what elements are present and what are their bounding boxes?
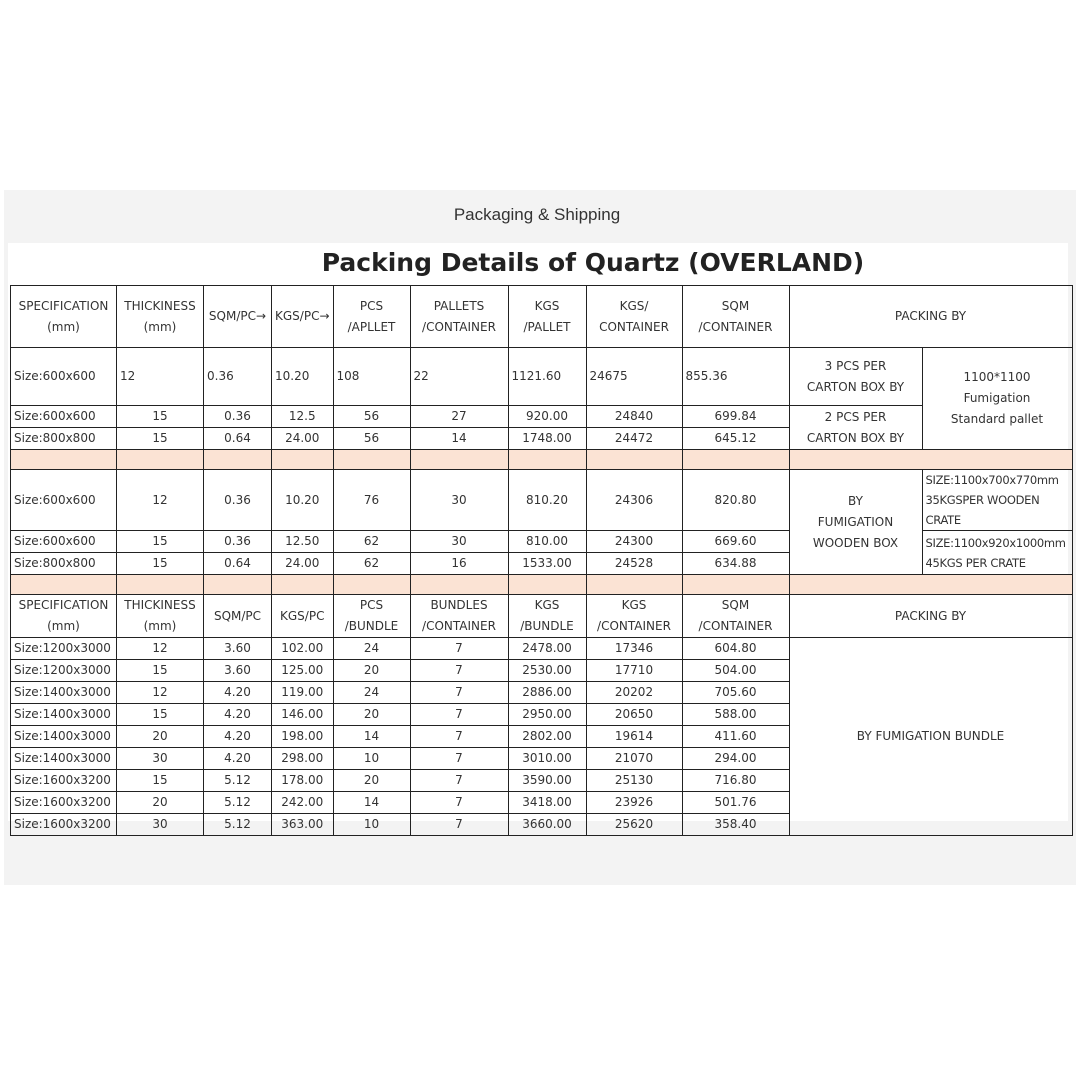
- kgs-unit-cell: 1121.60: [508, 348, 586, 406]
- pcs-cell: 56: [333, 428, 410, 450]
- kgs-pc-cell: 12.50: [272, 531, 334, 553]
- kgs-unit-cell: 810.00: [508, 531, 586, 553]
- sqm-pc-cell: 5.12: [204, 770, 272, 792]
- kgs-pc-cell: 24.00: [272, 553, 334, 575]
- thickness-cell: 30: [117, 814, 204, 836]
- kgs-container-cell: 23926: [586, 792, 682, 814]
- separator-cell: [682, 575, 789, 595]
- spec-cell: Size:1600x3200: [11, 770, 117, 792]
- kgs-pc-cell: 10.20: [272, 470, 334, 531]
- sqm-container-cell: 855.36: [682, 348, 789, 406]
- kgs-unit-cell: 3010.00: [508, 748, 586, 770]
- header-pallets: PALLETS /CONTAINER: [410, 286, 508, 348]
- sqm-pc-cell: 0.36: [204, 348, 272, 406]
- header-cell: THICKINESS (mm): [117, 595, 204, 638]
- kgs-unit-cell: 2950.00: [508, 704, 586, 726]
- header-cell: PCS /BUNDLE: [333, 595, 410, 638]
- bundle-header-row: [11, 595, 1073, 638]
- sqm-container-cell: 411.60: [682, 726, 789, 748]
- pcs-cell: 24: [333, 638, 410, 660]
- header-cell: KGS /CONTAINER: [586, 595, 682, 638]
- spec-cell: Size:1400x3000: [11, 704, 117, 726]
- count-container-cell: 7: [410, 792, 508, 814]
- spec-cell: Size:600x600: [11, 406, 117, 428]
- spec-cell: Size:1200x3000: [11, 660, 117, 682]
- pcs-cell: 56: [333, 406, 410, 428]
- header-cell: BUNDLES /CONTAINER: [410, 595, 508, 638]
- header-packing-by: PACKING BY: [789, 286, 1072, 348]
- sqm-pc-cell: 3.60: [204, 660, 272, 682]
- sqm-container-cell: 705.60: [682, 682, 789, 704]
- separator-cell: [508, 450, 586, 470]
- separator-cell: [586, 575, 682, 595]
- count-container-cell: 30: [410, 531, 508, 553]
- packing-fumigation-bundle: BY FUMIGATION BUNDLE: [789, 638, 1072, 836]
- packing-table: [10, 285, 1073, 836]
- spec-cell: Size:600x600: [11, 531, 117, 553]
- spec-cell: Size:1400x3000: [11, 682, 117, 704]
- kgs-pc-cell: 102.00: [272, 638, 334, 660]
- thickness-cell: 12: [117, 348, 204, 406]
- sqm-pc-cell: 4.20: [204, 748, 272, 770]
- pcs-cell: 14: [333, 792, 410, 814]
- separator-cell: [789, 575, 1072, 595]
- kgs-container-cell: 20202: [586, 682, 682, 704]
- spec-cell: Size:1200x3000: [11, 638, 117, 660]
- packing-carton-2pcs: 2 PCS PER CARTON BOX BY: [789, 406, 922, 450]
- bundle-row: [11, 638, 1073, 660]
- spec-cell: Size:600x600: [11, 348, 117, 406]
- sqm-container-cell: 604.80: [682, 638, 789, 660]
- pcs-cell: 62: [333, 531, 410, 553]
- kgs-unit-cell: 3590.00: [508, 770, 586, 792]
- thickness-cell: 15: [117, 531, 204, 553]
- pcs-cell: 10: [333, 814, 410, 836]
- sqm-container-cell: 588.00: [682, 704, 789, 726]
- separator-cell: [204, 575, 272, 595]
- separator-cell: [117, 575, 204, 595]
- kgs-pc-cell: 242.00: [272, 792, 334, 814]
- kgs-container-cell: 25130: [586, 770, 682, 792]
- spec-cell: Size:600x600: [11, 470, 117, 531]
- thickness-cell: 15: [117, 428, 204, 450]
- sqm-container-cell: 716.80: [682, 770, 789, 792]
- header-cell: KGS /BUNDLE: [508, 595, 586, 638]
- sqm-pc-cell: 0.64: [204, 553, 272, 575]
- kgs-container-cell: 24306: [586, 470, 682, 531]
- separator-row: [11, 450, 1073, 470]
- sqm-pc-cell: 4.20: [204, 726, 272, 748]
- sqm-pc-cell: 0.64: [204, 428, 272, 450]
- pcs-cell: 24: [333, 682, 410, 704]
- kgs-pc-cell: 125.00: [272, 660, 334, 682]
- sqm-container-cell: 504.00: [682, 660, 789, 682]
- kgs-unit-cell: 810.20: [508, 470, 586, 531]
- sqm-container-cell: 820.80: [682, 470, 789, 531]
- pcs-cell: 76: [333, 470, 410, 531]
- separator-cell: [508, 575, 586, 595]
- kgs-pc-cell: 119.00: [272, 682, 334, 704]
- sqm-pc-cell: 3.60: [204, 638, 272, 660]
- kgs-pc-cell: 12.5: [272, 406, 334, 428]
- count-container-cell: 22: [410, 348, 508, 406]
- spec-cell: Size:1400x3000: [11, 748, 117, 770]
- sqm-pc-cell: 4.20: [204, 682, 272, 704]
- separator-cell: [586, 450, 682, 470]
- thickness-cell: 15: [117, 704, 204, 726]
- count-container-cell: 7: [410, 726, 508, 748]
- kgs-pc-cell: 24.00: [272, 428, 334, 450]
- packing-carton-3pcs: 3 PCS PER CARTON BOX BY: [789, 348, 922, 406]
- separator-cell: [410, 575, 508, 595]
- sqm-pc-cell: 4.20: [204, 704, 272, 726]
- thickness-cell: 12: [117, 638, 204, 660]
- spec-cell: Size:1400x3000: [11, 726, 117, 748]
- count-container-cell: 7: [410, 660, 508, 682]
- count-container-cell: 7: [410, 814, 508, 836]
- header-kgs-pallet: KGS /PALLET: [508, 286, 586, 348]
- kgs-container-cell: 24675: [586, 348, 682, 406]
- sqm-container-cell: 669.60: [682, 531, 789, 553]
- pallet-row: [11, 348, 1073, 406]
- crate-size-2: SIZE:1100x920x1000mm 45KGS PER CRATE: [922, 531, 1072, 575]
- kgs-unit-cell: 3660.00: [508, 814, 586, 836]
- kgs-container-cell: 19614: [586, 726, 682, 748]
- kgs-pc-cell: 10.20: [272, 348, 334, 406]
- header-kgs-pc: KGS/PC→: [272, 286, 334, 348]
- pcs-cell: 62: [333, 553, 410, 575]
- spec-cell: Size:1600x3200: [11, 814, 117, 836]
- separator-cell: [272, 575, 334, 595]
- sqm-container-cell: 358.40: [682, 814, 789, 836]
- pcs-cell: 20: [333, 704, 410, 726]
- pcs-cell: 20: [333, 770, 410, 792]
- count-container-cell: 7: [410, 682, 508, 704]
- kgs-container-cell: 24840: [586, 406, 682, 428]
- separator-row: [11, 575, 1073, 595]
- table-title: Packing Details of Quartz (OVERLAND): [321, 248, 865, 277]
- kgs-container-cell: 25620: [586, 814, 682, 836]
- thickness-cell: 15: [117, 770, 204, 792]
- header-sqm-container: SQM /CONTAINER: [682, 286, 789, 348]
- kgs-pc-cell: 298.00: [272, 748, 334, 770]
- count-container-cell: 7: [410, 704, 508, 726]
- kgs-container-cell: 24300: [586, 531, 682, 553]
- pcs-cell: 10: [333, 748, 410, 770]
- header-cell: SPECIFICATION (mm): [11, 595, 117, 638]
- separator-cell: [272, 450, 334, 470]
- count-container-cell: 7: [410, 638, 508, 660]
- header-sqm-pc: SQM/PC→: [204, 286, 272, 348]
- sqm-container-cell: 294.00: [682, 748, 789, 770]
- header-pcs: PCS /APLLET: [333, 286, 410, 348]
- thickness-cell: 15: [117, 660, 204, 682]
- count-container-cell: 7: [410, 770, 508, 792]
- separator-cell: [333, 450, 410, 470]
- header-kgs-container: KGS/ CONTAINER: [586, 286, 682, 348]
- spec-cell: Size:800x800: [11, 553, 117, 575]
- sqm-pc-cell: 5.12: [204, 814, 272, 836]
- sqm-pc-cell: 0.36: [204, 470, 272, 531]
- header-spec: SPECIFICATION (mm): [11, 286, 117, 348]
- kgs-unit-cell: 2530.00: [508, 660, 586, 682]
- pallet-row: [11, 406, 1073, 428]
- sqm-container-cell: 645.12: [682, 428, 789, 450]
- kgs-container-cell: 20650: [586, 704, 682, 726]
- header-thickness: THICKINESS (mm): [117, 286, 204, 348]
- spec-cell: Size:800x800: [11, 428, 117, 450]
- sqm-container-cell: 634.88: [682, 553, 789, 575]
- thickness-cell: 12: [117, 682, 204, 704]
- separator-cell: [204, 450, 272, 470]
- kgs-unit-cell: 2478.00: [508, 638, 586, 660]
- kgs-container-cell: 24528: [586, 553, 682, 575]
- separator-cell: [11, 450, 117, 470]
- count-container-cell: 27: [410, 406, 508, 428]
- separator-cell: [682, 450, 789, 470]
- kgs-pc-cell: 146.00: [272, 704, 334, 726]
- thickness-cell: 15: [117, 406, 204, 428]
- spec-cell: Size:1600x3200: [11, 792, 117, 814]
- kgs-unit-cell: 920.00: [508, 406, 586, 428]
- section-title: Packaging & Shipping: [453, 205, 621, 224]
- header-cell: SQM /CONTAINER: [682, 595, 789, 638]
- header-packing-by: PACKING BY: [789, 595, 1072, 638]
- pcs-cell: 14: [333, 726, 410, 748]
- sqm-pc-cell: 5.12: [204, 792, 272, 814]
- kgs-container-cell: 24472: [586, 428, 682, 450]
- separator-cell: [117, 450, 204, 470]
- kgs-container-cell: 21070: [586, 748, 682, 770]
- kgs-unit-cell: 1533.00: [508, 553, 586, 575]
- thickness-cell: 20: [117, 792, 204, 814]
- pcs-cell: 20: [333, 660, 410, 682]
- count-container-cell: 7: [410, 748, 508, 770]
- header-cell: KGS/PC: [272, 595, 334, 638]
- crate-size-1: SIZE:1100x700x770mm 35KGSPER WOODEN CRATE: [922, 470, 1072, 531]
- sqm-pc-cell: 0.36: [204, 406, 272, 428]
- kgs-unit-cell: 2886.00: [508, 682, 586, 704]
- packing-pallet-type: 1100*1100 Fumigation Standard pallet: [922, 348, 1072, 450]
- thickness-cell: 30: [117, 748, 204, 770]
- pallet-header-row: [11, 286, 1073, 348]
- separator-cell: [11, 575, 117, 595]
- crate-row: [11, 470, 1073, 531]
- count-container-cell: 14: [410, 428, 508, 450]
- sqm-container-cell: 501.76: [682, 792, 789, 814]
- thickness-cell: 20: [117, 726, 204, 748]
- kgs-container-cell: 17346: [586, 638, 682, 660]
- sqm-container-cell: 699.84: [682, 406, 789, 428]
- thickness-cell: 15: [117, 553, 204, 575]
- thickness-cell: 12: [117, 470, 204, 531]
- pcs-cell: 108: [333, 348, 410, 406]
- sqm-pc-cell: 0.36: [204, 531, 272, 553]
- kgs-unit-cell: 1748.00: [508, 428, 586, 450]
- separator-cell: [333, 575, 410, 595]
- kgs-pc-cell: 198.00: [272, 726, 334, 748]
- header-cell: SQM/PC: [204, 595, 272, 638]
- packing-fumigation-box: BY FUMIGATION WOODEN BOX: [789, 470, 922, 575]
- kgs-container-cell: 17710: [586, 660, 682, 682]
- count-container-cell: 30: [410, 470, 508, 531]
- kgs-unit-cell: 2802.00: [508, 726, 586, 748]
- separator-cell: [789, 450, 1072, 470]
- separator-cell: [410, 450, 508, 470]
- count-container-cell: 16: [410, 553, 508, 575]
- kgs-unit-cell: 3418.00: [508, 792, 586, 814]
- kgs-pc-cell: 363.00: [272, 814, 334, 836]
- kgs-pc-cell: 178.00: [272, 770, 334, 792]
